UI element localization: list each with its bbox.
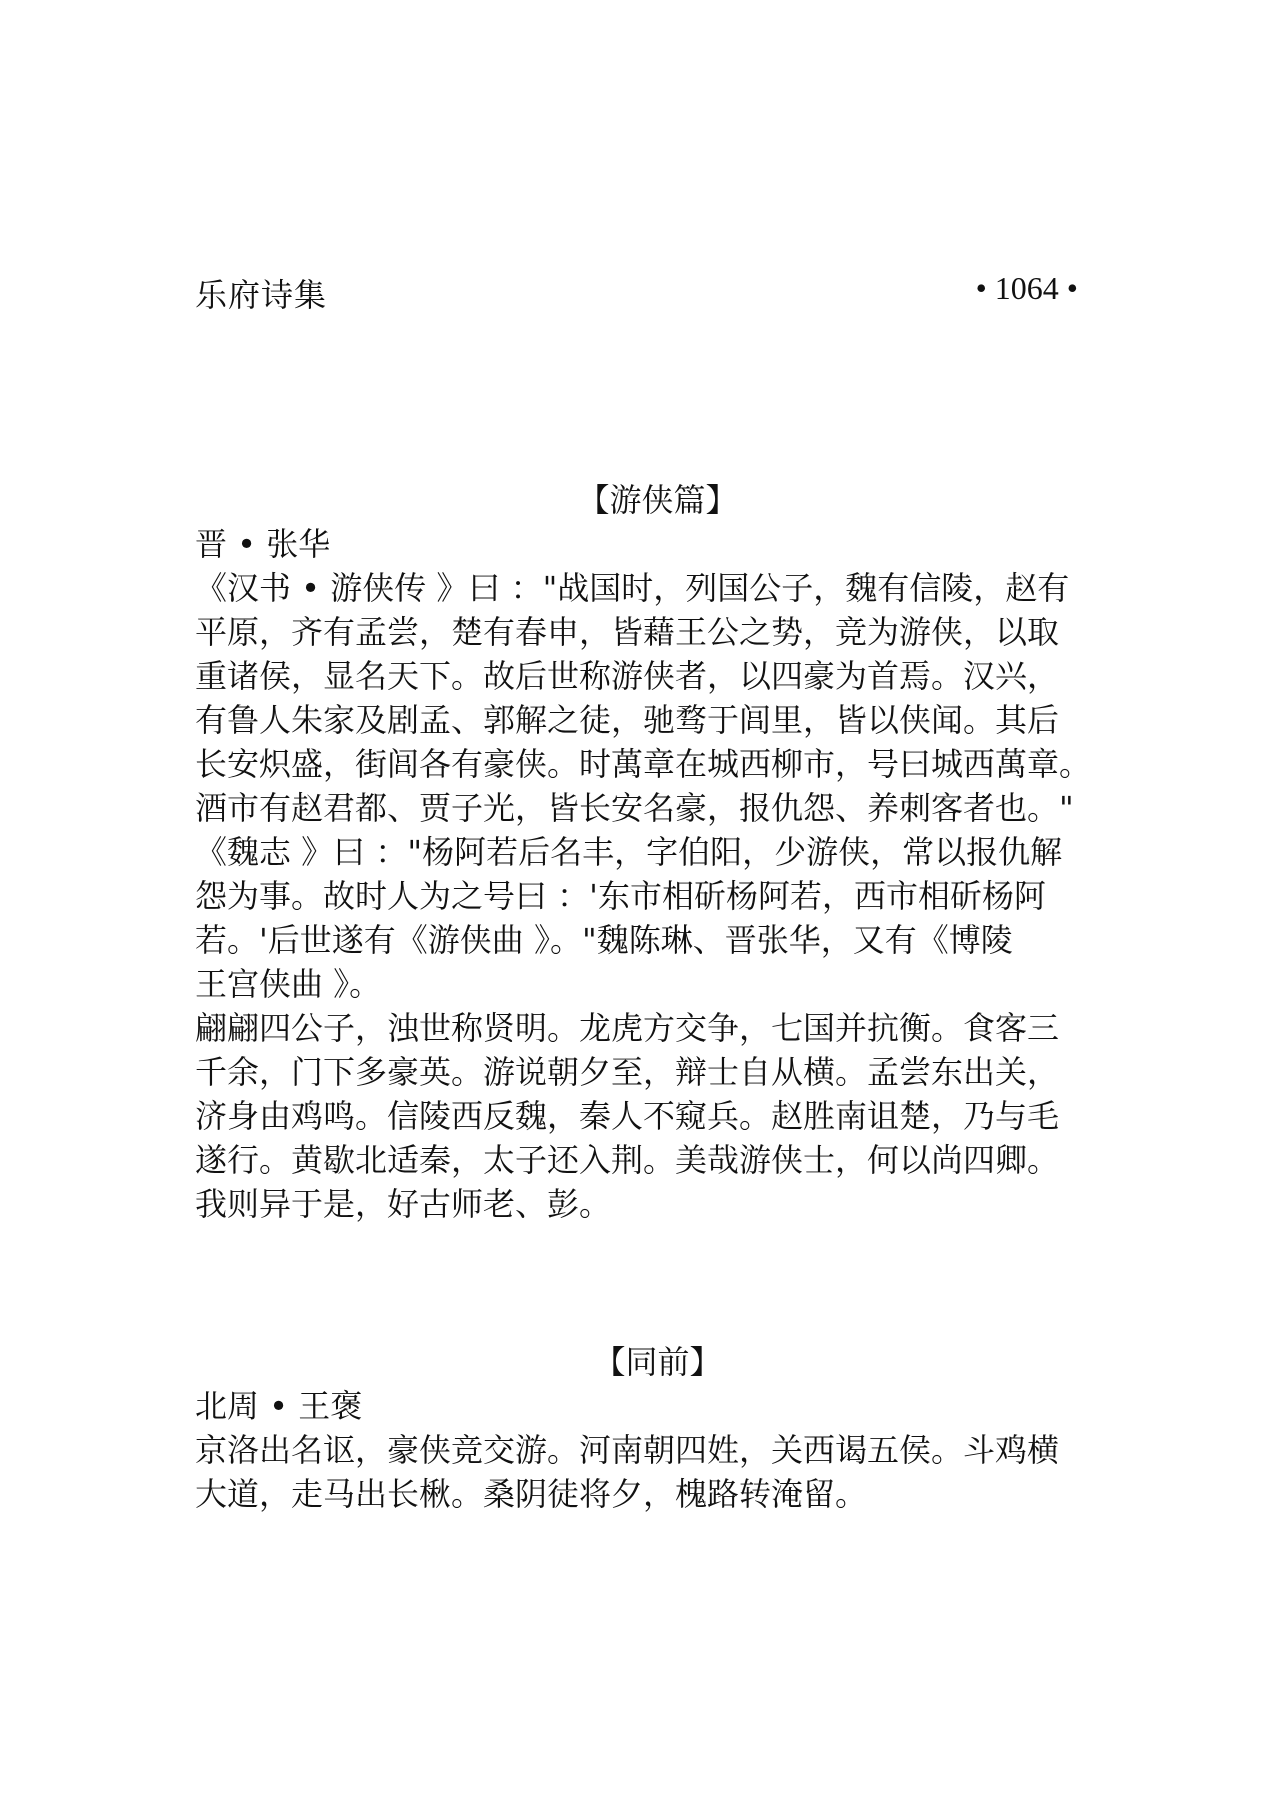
preface-line: 若。'后世遂有《游侠曲 》。"魏陈琳、晋张华，又有《博陵	[195, 921, 1013, 959]
section-title: 【同前】	[593, 1343, 722, 1381]
poem-line: 济身由鸡鸣。信陵西反魏，秦人不窥兵。赵胜南诅楚，乃与毛	[195, 1097, 1060, 1135]
page-number: • 1064 •	[975, 270, 1078, 306]
preface-line: 王宫侠曲 》。	[195, 965, 382, 1003]
poem-line: 京洛出名讴，豪侠竞交游。河南朝四姓，关西谒五侯。斗鸡横	[195, 1431, 1060, 1469]
preface-line: 酒市有赵君都、贾子光，皆长安名豪，报仇怨、养刺客者也。"	[195, 789, 1074, 827]
poem-line: 遂行。黄歇北适秦，太子还入荆。美哉游侠士，何以尚四卿。	[195, 1141, 1060, 1179]
poem-section-youxia	[195, 478, 1120, 1226]
preface-block	[195, 566, 1120, 1006]
author-line: 北周 • 王褒	[195, 1387, 363, 1425]
poem-line: 我则异于是，好古师老、彭。	[195, 1185, 612, 1223]
poem-block	[195, 1428, 1120, 1516]
poem-line: 翩翩四公子，浊世称贤明。龙虎方交争，七国并抗衡。食客三	[195, 1009, 1060, 1047]
section-title: 【游侠篇】	[577, 481, 738, 519]
poem-line: 大道，走马出长楸。桑阴徒将夕，槐路转淹留。	[195, 1475, 868, 1513]
poem-block	[195, 1006, 1120, 1226]
author-line: 晋 • 张华	[195, 525, 331, 563]
poem-line: 千余，门下多豪英。游说朝夕至，辩士自从横。孟尝东出关，	[195, 1053, 1060, 1091]
running-head-book-title: 乐府诗集	[195, 276, 328, 314]
preface-line: 《魏志 》曰 ："杨阿若后名丰，字伯阳，少游侠，常以报仇解	[195, 833, 1063, 871]
preface-line: 重诸侯，显名天下。故后世称游侠者，以四豪为首焉。汉兴，	[195, 657, 1060, 695]
poem-section-tongqian	[195, 1340, 1120, 1516]
preface-line: 《汉书 • 游侠传 》曰 ："战国时，列国公子，魏有信陵，赵有	[195, 569, 1070, 607]
preface-line: 怨为事。故时人为之号曰 ：'东市相斫杨阿若，西市相斫杨阿	[195, 877, 1046, 915]
preface-line: 有鲁人朱家及剧孟、郭解之徒，驰骛于闾里，皆以侠闻。其后	[195, 701, 1060, 739]
preface-line: 长安炽盛，街闾各有豪侠。时萬章在城西柳市，号曰城西萬章。	[195, 745, 1092, 783]
preface-line: 平原，齐有孟尝，楚有春申，皆藉王公之势，竞为游侠，以取	[195, 613, 1060, 651]
